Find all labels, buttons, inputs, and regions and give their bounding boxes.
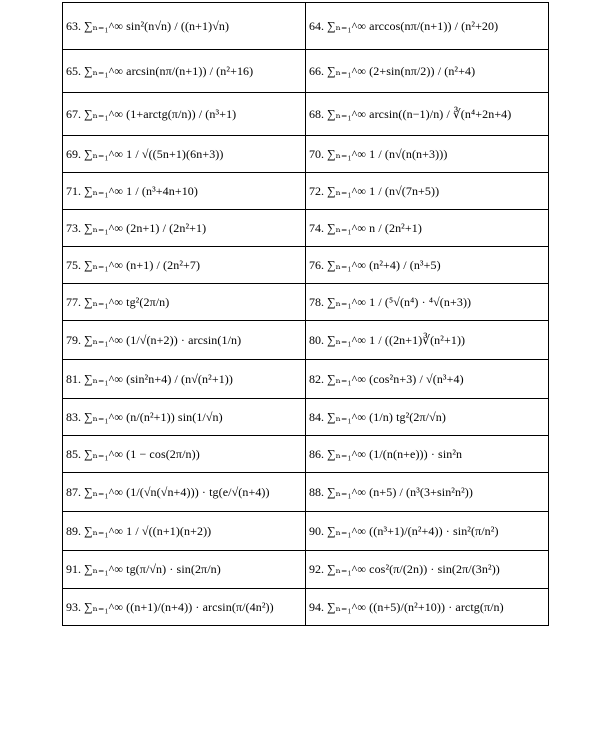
problem-number: 80. <box>309 332 324 347</box>
problem-cell-right <box>306 589 549 626</box>
problem <box>66 19 305 34</box>
problem-cell-right <box>306 93 549 136</box>
problem <box>66 485 305 500</box>
problem-number: 66. <box>309 63 324 78</box>
series-formula: ∑ₙ₌₁^∞ (cos²n+3) / √(n³+4) <box>327 371 464 386</box>
problem-cell-right <box>306 360 549 399</box>
problem-cell-left <box>63 247 306 284</box>
problem-number: 92. <box>309 562 324 576</box>
series-formula: ∑ₙ₌₁^∞ 1 / √((n+1)(n+2)) <box>84 523 212 538</box>
table-row <box>63 473 549 512</box>
problem-number: 74. <box>309 220 324 235</box>
problem-number: 77. <box>66 294 81 309</box>
series-formula: ∑ₙ₌₁^∞ (2n+1) / (2n²+1) <box>84 220 207 235</box>
problem-cell-right <box>306 512 549 551</box>
problem <box>309 295 548 310</box>
problem-cell-left <box>63 360 306 399</box>
table-row <box>63 321 549 360</box>
table-row <box>63 136 549 173</box>
series-formula: ∑ₙ₌₁^∞ (2+sin(nπ/2)) / (n²+4) <box>327 63 476 78</box>
series-formula: ∑ₙ₌₁^∞ (1/n) tg²(2π/√n) <box>327 409 446 424</box>
problem-cell-left <box>63 399 306 436</box>
problem-number: 72. <box>309 183 324 198</box>
problem <box>309 64 548 79</box>
series-formula: ∑ₙ₌₁^∞ 1 / √((5n+1)(6n+3)) <box>84 146 224 161</box>
series-formula: ∑ₙ₌₁^∞ 1 / (n³+4n+10) <box>84 183 199 198</box>
problem <box>309 410 548 425</box>
problem-number: 71. <box>66 183 81 198</box>
table-row <box>63 360 549 399</box>
problem-cell-left <box>63 473 306 512</box>
exercise-table-body <box>63 3 549 626</box>
problem-cell-right <box>306 210 549 247</box>
problem-cell-right <box>306 50 549 93</box>
problem-cell-left <box>63 551 306 589</box>
series-formula: ∑ₙ₌₁^∞ arcsin(nπ/(n+1)) / (n²+16) <box>84 63 254 78</box>
table-row <box>63 512 549 551</box>
problem <box>309 147 548 162</box>
problem-cell-right <box>306 399 549 436</box>
problem <box>309 485 548 500</box>
problem <box>309 258 548 273</box>
problem-number: 86. <box>309 446 324 461</box>
problem-number: 79. <box>66 332 81 347</box>
table-row <box>63 551 549 589</box>
problem-number: 81. <box>66 371 81 386</box>
problem-cell-left <box>63 321 306 360</box>
problem <box>66 107 305 122</box>
problem-number: 94. <box>309 599 324 614</box>
series-formula: ∑ₙ₌₁^∞ sin²(n√n) / ((n+1)√n) <box>84 18 230 33</box>
series-formula: ∑ₙ₌₁^∞ (n+5) / (n³(3+sin²n²)) <box>327 484 473 499</box>
problem-number: 68. <box>309 106 324 121</box>
problem <box>309 562 548 577</box>
problem-number: 78. <box>309 294 324 309</box>
exercise-table <box>62 2 549 626</box>
problem-cell-left <box>63 173 306 210</box>
problem <box>66 372 305 387</box>
problem-cell-left <box>63 3 306 50</box>
series-formula: ∑ₙ₌₁^∞ 1 / (⁵√(n⁴) · ⁴√(n+3)) <box>327 294 472 309</box>
series-formula: ∑ₙ₌₁^∞ n / (2n²+1) <box>327 220 422 235</box>
problem-number: 63. <box>66 18 81 33</box>
problem-number: 90. <box>309 523 324 538</box>
problem <box>309 107 548 122</box>
problem <box>309 372 548 387</box>
problem-number: 70. <box>309 146 324 161</box>
problem <box>309 184 548 199</box>
problem <box>66 258 305 273</box>
problem-cell-right <box>306 136 549 173</box>
table-row <box>63 399 549 436</box>
problem-cell-right <box>306 173 549 210</box>
problem-cell-right <box>306 473 549 512</box>
problem <box>66 147 305 162</box>
problem-number: 64. <box>309 18 324 33</box>
table-row <box>63 284 549 321</box>
problem <box>66 600 305 615</box>
series-formula: ∑ₙ₌₁^∞ (1/(√n(√n+4))) · tg(e/√(n+4)) <box>84 484 270 499</box>
series-formula: ∑ₙ₌₁^∞ tg(π/√n) · sin(2π/n) <box>84 562 221 576</box>
table-row <box>63 173 549 210</box>
problem <box>66 524 305 539</box>
problem-cell-left <box>63 589 306 626</box>
problem-number: 82. <box>309 371 324 386</box>
problem-number: 83. <box>66 409 81 424</box>
series-formula: ∑ₙ₌₁^∞ (1 − cos(2π/n)) <box>84 446 200 461</box>
problem <box>66 295 305 310</box>
problem <box>309 221 548 236</box>
series-formula: ∑ₙ₌₁^∞ (n/(n²+1)) sin(1/√n) <box>84 409 223 424</box>
problem <box>66 184 305 199</box>
problem-cell-left <box>63 436 306 473</box>
problem-number: 67. <box>66 106 81 121</box>
series-formula: ∑ₙ₌₁^∞ arcsin((n−1)/n) / ∛(n⁴+2n+4) <box>327 106 512 121</box>
problem <box>66 447 305 462</box>
problem-cell-right <box>306 436 549 473</box>
table-row <box>63 247 549 284</box>
series-formula: ∑ₙ₌₁^∞ (sin²n+4) / (n√(n²+1)) <box>84 371 233 386</box>
problem-cell-right <box>306 284 549 321</box>
problem-number: 91. <box>66 562 81 576</box>
problem-number: 84. <box>309 409 324 424</box>
problem-cell-left <box>63 284 306 321</box>
problem-cell-left <box>63 210 306 247</box>
problem <box>66 221 305 236</box>
problem-number: 93. <box>66 599 81 614</box>
problem-cell-left <box>63 136 306 173</box>
problem-number: 88. <box>309 484 324 499</box>
problem-number: 73. <box>66 220 81 235</box>
problem-cell-left <box>63 50 306 93</box>
table-row <box>63 50 549 93</box>
problem-number: 69. <box>66 146 81 161</box>
series-formula: ∑ₙ₌₁^∞ tg²(2π/n) <box>84 294 170 309</box>
problem-number: 85. <box>66 446 81 461</box>
series-formula: ∑ₙ₌₁^∞ cos²(π/(2n)) · sin(2π/(3n²)) <box>327 562 500 576</box>
problem-number: 89. <box>66 523 81 538</box>
problem <box>309 333 548 348</box>
problem-number: 65. <box>66 63 81 78</box>
problem-number: 76. <box>309 257 324 272</box>
series-formula: ∑ₙ₌₁^∞ (1/(n(n+e))) · sin²n <box>327 446 463 461</box>
series-formula: ∑ₙ₌₁^∞ ((n+1)/(n+4)) · arcsin(π/(4n²)) <box>84 599 274 614</box>
series-formula: ∑ₙ₌₁^∞ 1 / (n√(n(n+3))) <box>327 146 448 161</box>
problem <box>309 19 548 34</box>
problem-cell-left <box>63 93 306 136</box>
table-row <box>63 436 549 473</box>
problem <box>66 64 305 79</box>
table-row <box>63 589 549 626</box>
table-row <box>63 210 549 247</box>
series-formula: ∑ₙ₌₁^∞ (1+arctg(π/n)) / (n³+1) <box>84 106 237 121</box>
series-formula: ∑ₙ₌₁^∞ arccos(nπ/(n+1)) / (n²+20) <box>327 18 499 33</box>
series-formula: ∑ₙ₌₁^∞ (n²+4) / (n³+5) <box>327 257 441 272</box>
problem <box>309 447 548 462</box>
problem-cell-right <box>306 551 549 589</box>
series-formula: ∑ₙ₌₁^∞ ((n+5)/(n²+10)) · arctg(π/n) <box>327 599 504 614</box>
table-row <box>63 93 549 136</box>
series-formula: ∑ₙ₌₁^∞ 1 / ((2n+1)∛(n²+1)) <box>327 332 466 347</box>
problem <box>66 333 305 348</box>
problem <box>309 600 548 615</box>
problem-cell-right <box>306 247 549 284</box>
problem <box>309 524 548 539</box>
series-formula: ∑ₙ₌₁^∞ (1/√(n+2)) · arcsin(1/n) <box>84 332 242 347</box>
table-row <box>63 3 549 50</box>
problem <box>66 410 305 425</box>
problem-number: 75. <box>66 257 81 272</box>
problem-cell-left <box>63 512 306 551</box>
problem-cell-right <box>306 3 549 50</box>
problem-number: 87. <box>66 484 81 499</box>
series-formula: ∑ₙ₌₁^∞ (n+1) / (2n²+7) <box>84 257 201 272</box>
problem-cell-right <box>306 321 549 360</box>
series-formula: ∑ₙ₌₁^∞ 1 / (n√(7n+5)) <box>327 183 440 198</box>
series-formula: ∑ₙ₌₁^∞ ((n³+1)/(n²+4)) · sin²(π/n²) <box>327 523 499 538</box>
problem <box>66 562 305 577</box>
